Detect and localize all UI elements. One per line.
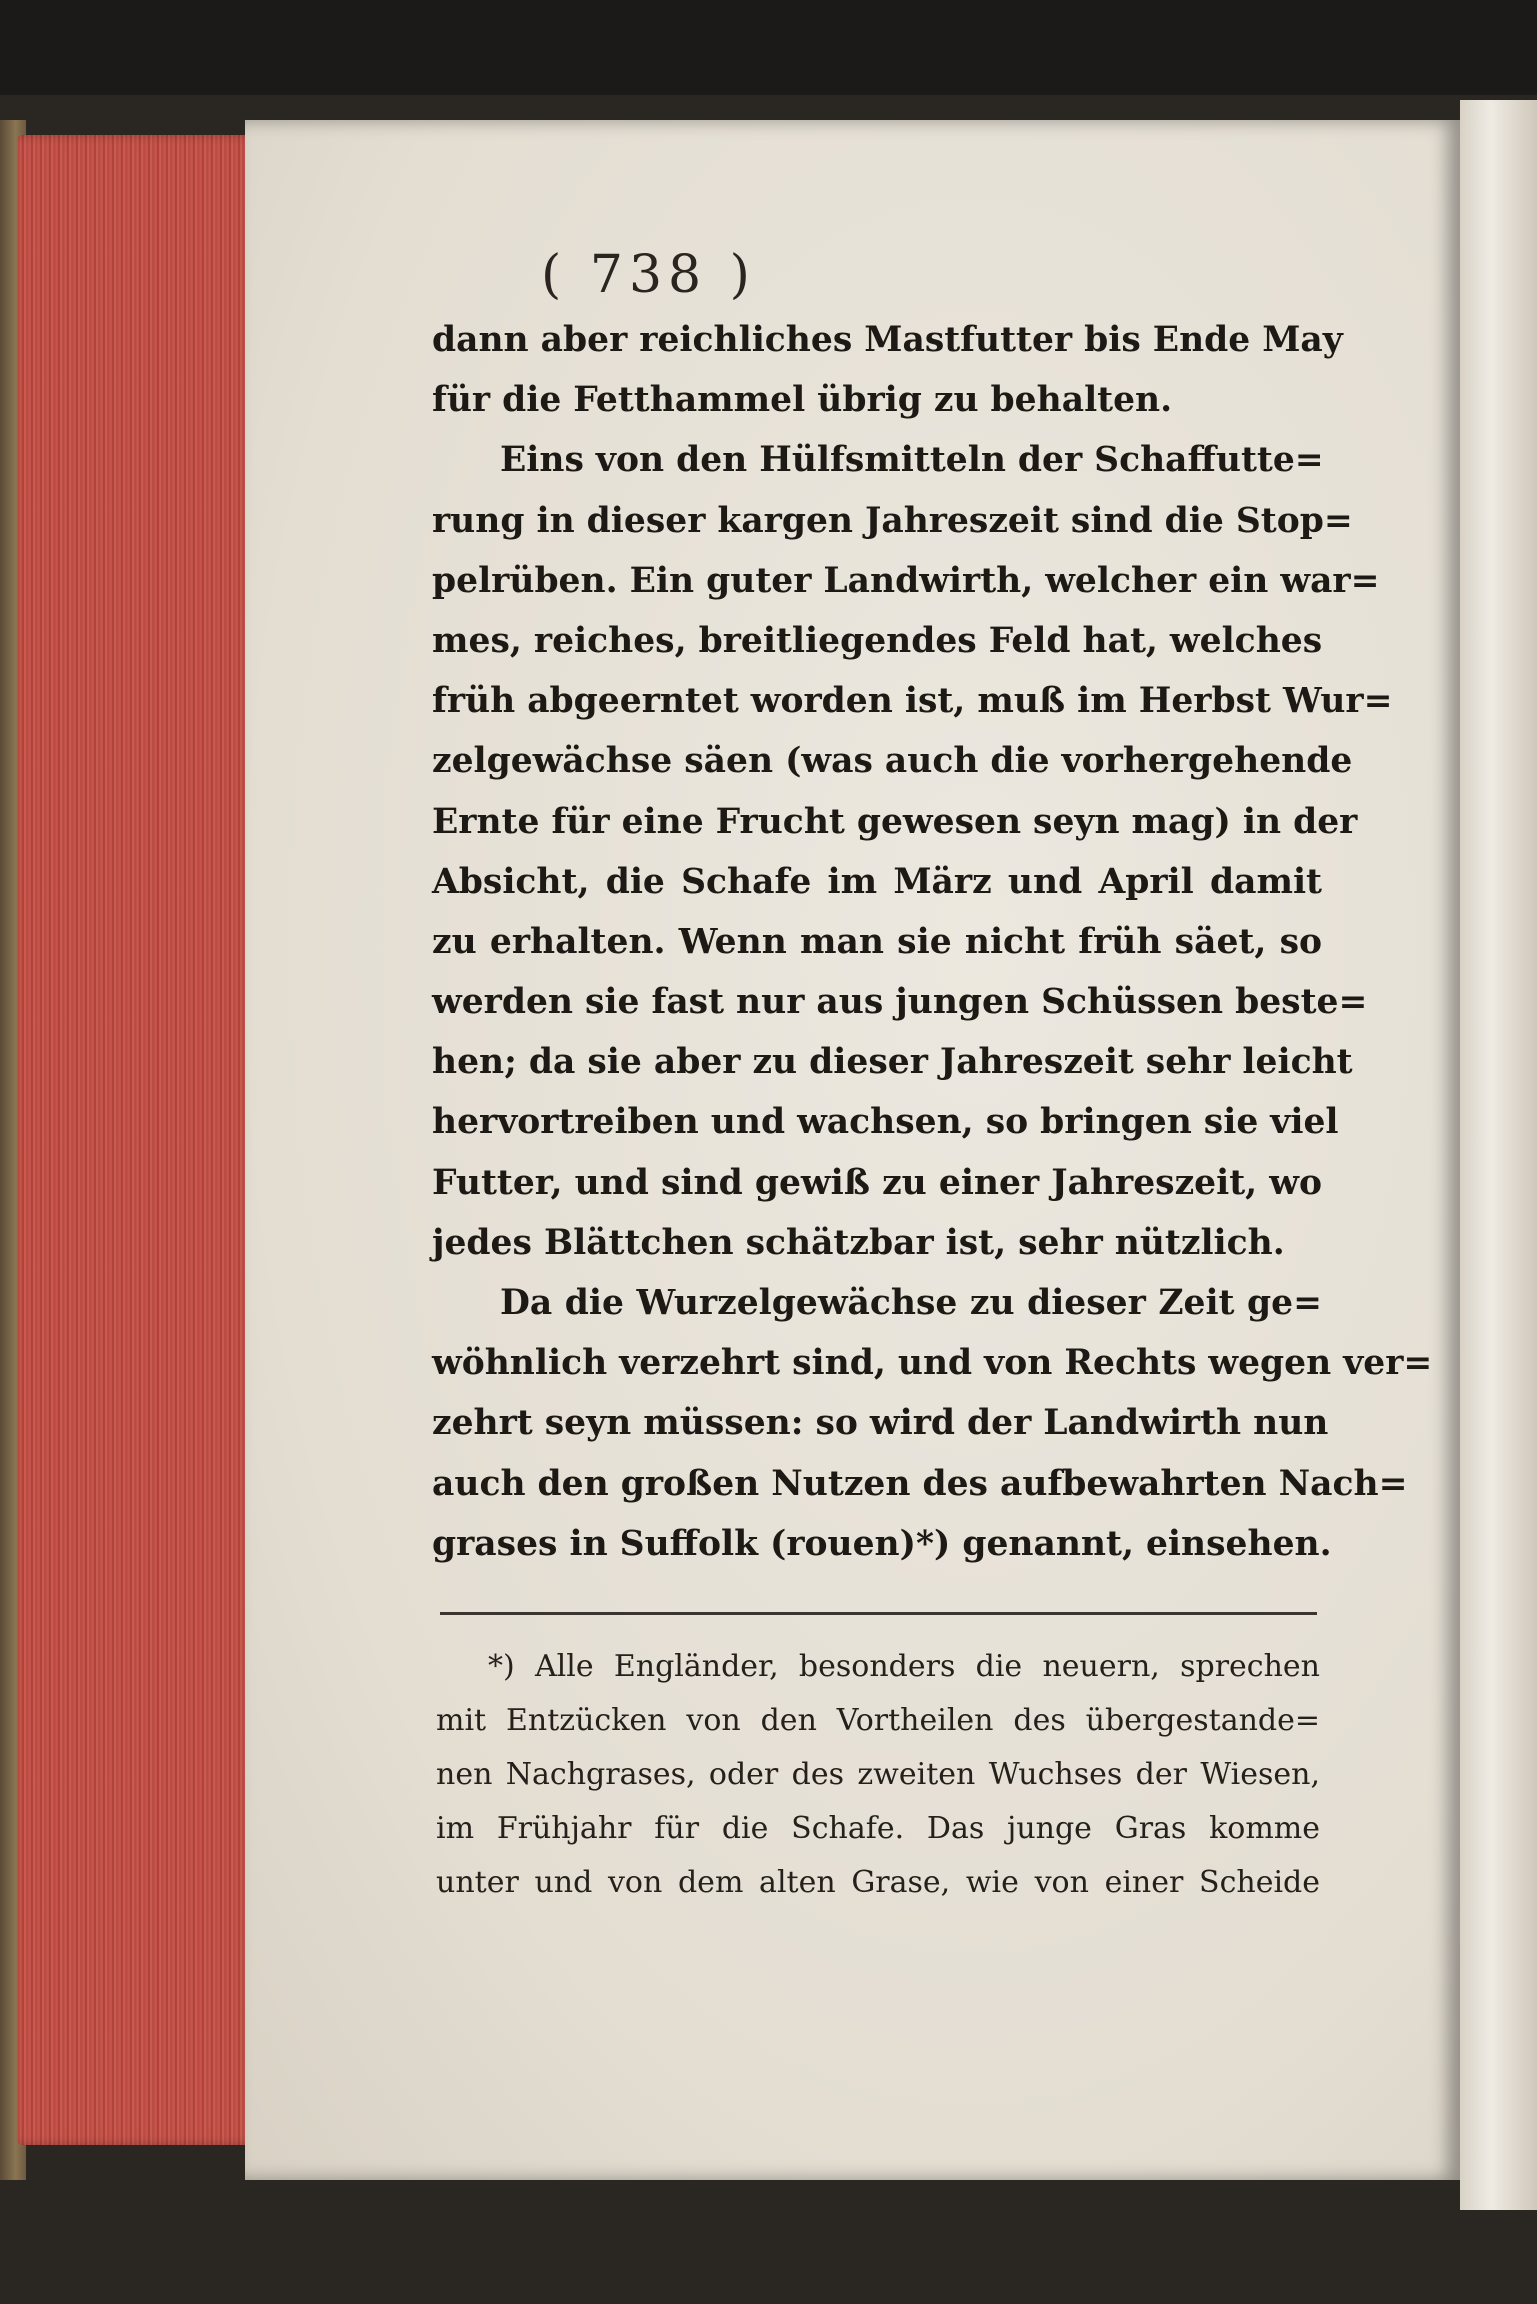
- text-line: werden sie fast nur aus jungen Schüssen beste=: [432, 982, 1368, 1023]
- footnote-line: im Frühjahr für die Schafe. Das junge Gras komme: [436, 1811, 1320, 1846]
- text-line: hen; da sie aber zu dieser Jahreszeit sehr leicht: [432, 1042, 1353, 1083]
- text-line: Da die Wurzelgewächse zu dieser Zeit ge=: [500, 1283, 1322, 1323]
- text-line: hervortreiben und wachsen, so bringen sie viel: [432, 1102, 1339, 1143]
- text-line: jedes Blättchen schätzbar ist, sehr nützlich.: [432, 1222, 1285, 1263]
- text-line: Ernte für eine Frucht gewesen seyn mag) in der: [432, 801, 1358, 842]
- text-line: zu erhalten. Wenn man sie nicht früh säet, so: [432, 921, 1322, 962]
- facing-page-edge: [1460, 100, 1537, 2210]
- text-line: grases in Suffolk (rouen)*) genannt, einsehen.: [432, 1523, 1332, 1564]
- text-line: Absicht, die Schafe im März und April damit: [432, 861, 1322, 902]
- text-line: Eins von den Hülfsmitteln der Schaffutte=: [500, 440, 1324, 481]
- text-line: dann aber reichliches Mastfutter bis Ende May: [432, 320, 1343, 360]
- text-line: für die Fetthammel übrig zu behalten.: [432, 380, 1173, 421]
- text-line: früh abgeerntet worden ist, muß im Herbst Wur=: [432, 681, 1393, 722]
- page-edges-red: [18, 135, 258, 2145]
- footnote-divider: [440, 1612, 1317, 1615]
- text-line: zehrt seyn müssen: so wird der Landwirth nun: [432, 1403, 1329, 1444]
- text-line: wöhnlich verzehrt sind, und von Rechts wegen ver=: [432, 1343, 1433, 1384]
- text-line: rung in dieser kargen Jahreszeit sind die Stop=: [432, 500, 1353, 541]
- text-line: Futter, und sind gewiß zu einer Jahreszeit, wo: [432, 1162, 1322, 1203]
- footnote-line: *) Alle Engländer, besonders die neuern, sprechen: [488, 1649, 1320, 1684]
- text-line: pelrüben. Ein guter Landwirth, welcher ein war=: [432, 560, 1380, 601]
- footnote: [436, 1640, 1320, 1910]
- text-line: auch den großen Nutzen des aufbewahrten Nach=: [432, 1463, 1408, 1504]
- footnote-line: mit Entzücken von den Vortheilen des übergestande=: [436, 1703, 1320, 1738]
- page-number: ( 738 ): [541, 245, 756, 305]
- text-line: zelgewächse säen (was auch die vorhergehende: [432, 741, 1353, 782]
- main-text: [432, 310, 1433, 1574]
- footnote-line: unter und von dem alten Grase, wie von einer Scheide: [436, 1865, 1320, 1900]
- text-line: mes, reiches, breitliegendes Feld hat, welches: [432, 620, 1323, 661]
- footnote-line: nen Nachgrases, oder des zweiten Wuchses der Wiesen,: [436, 1757, 1320, 1792]
